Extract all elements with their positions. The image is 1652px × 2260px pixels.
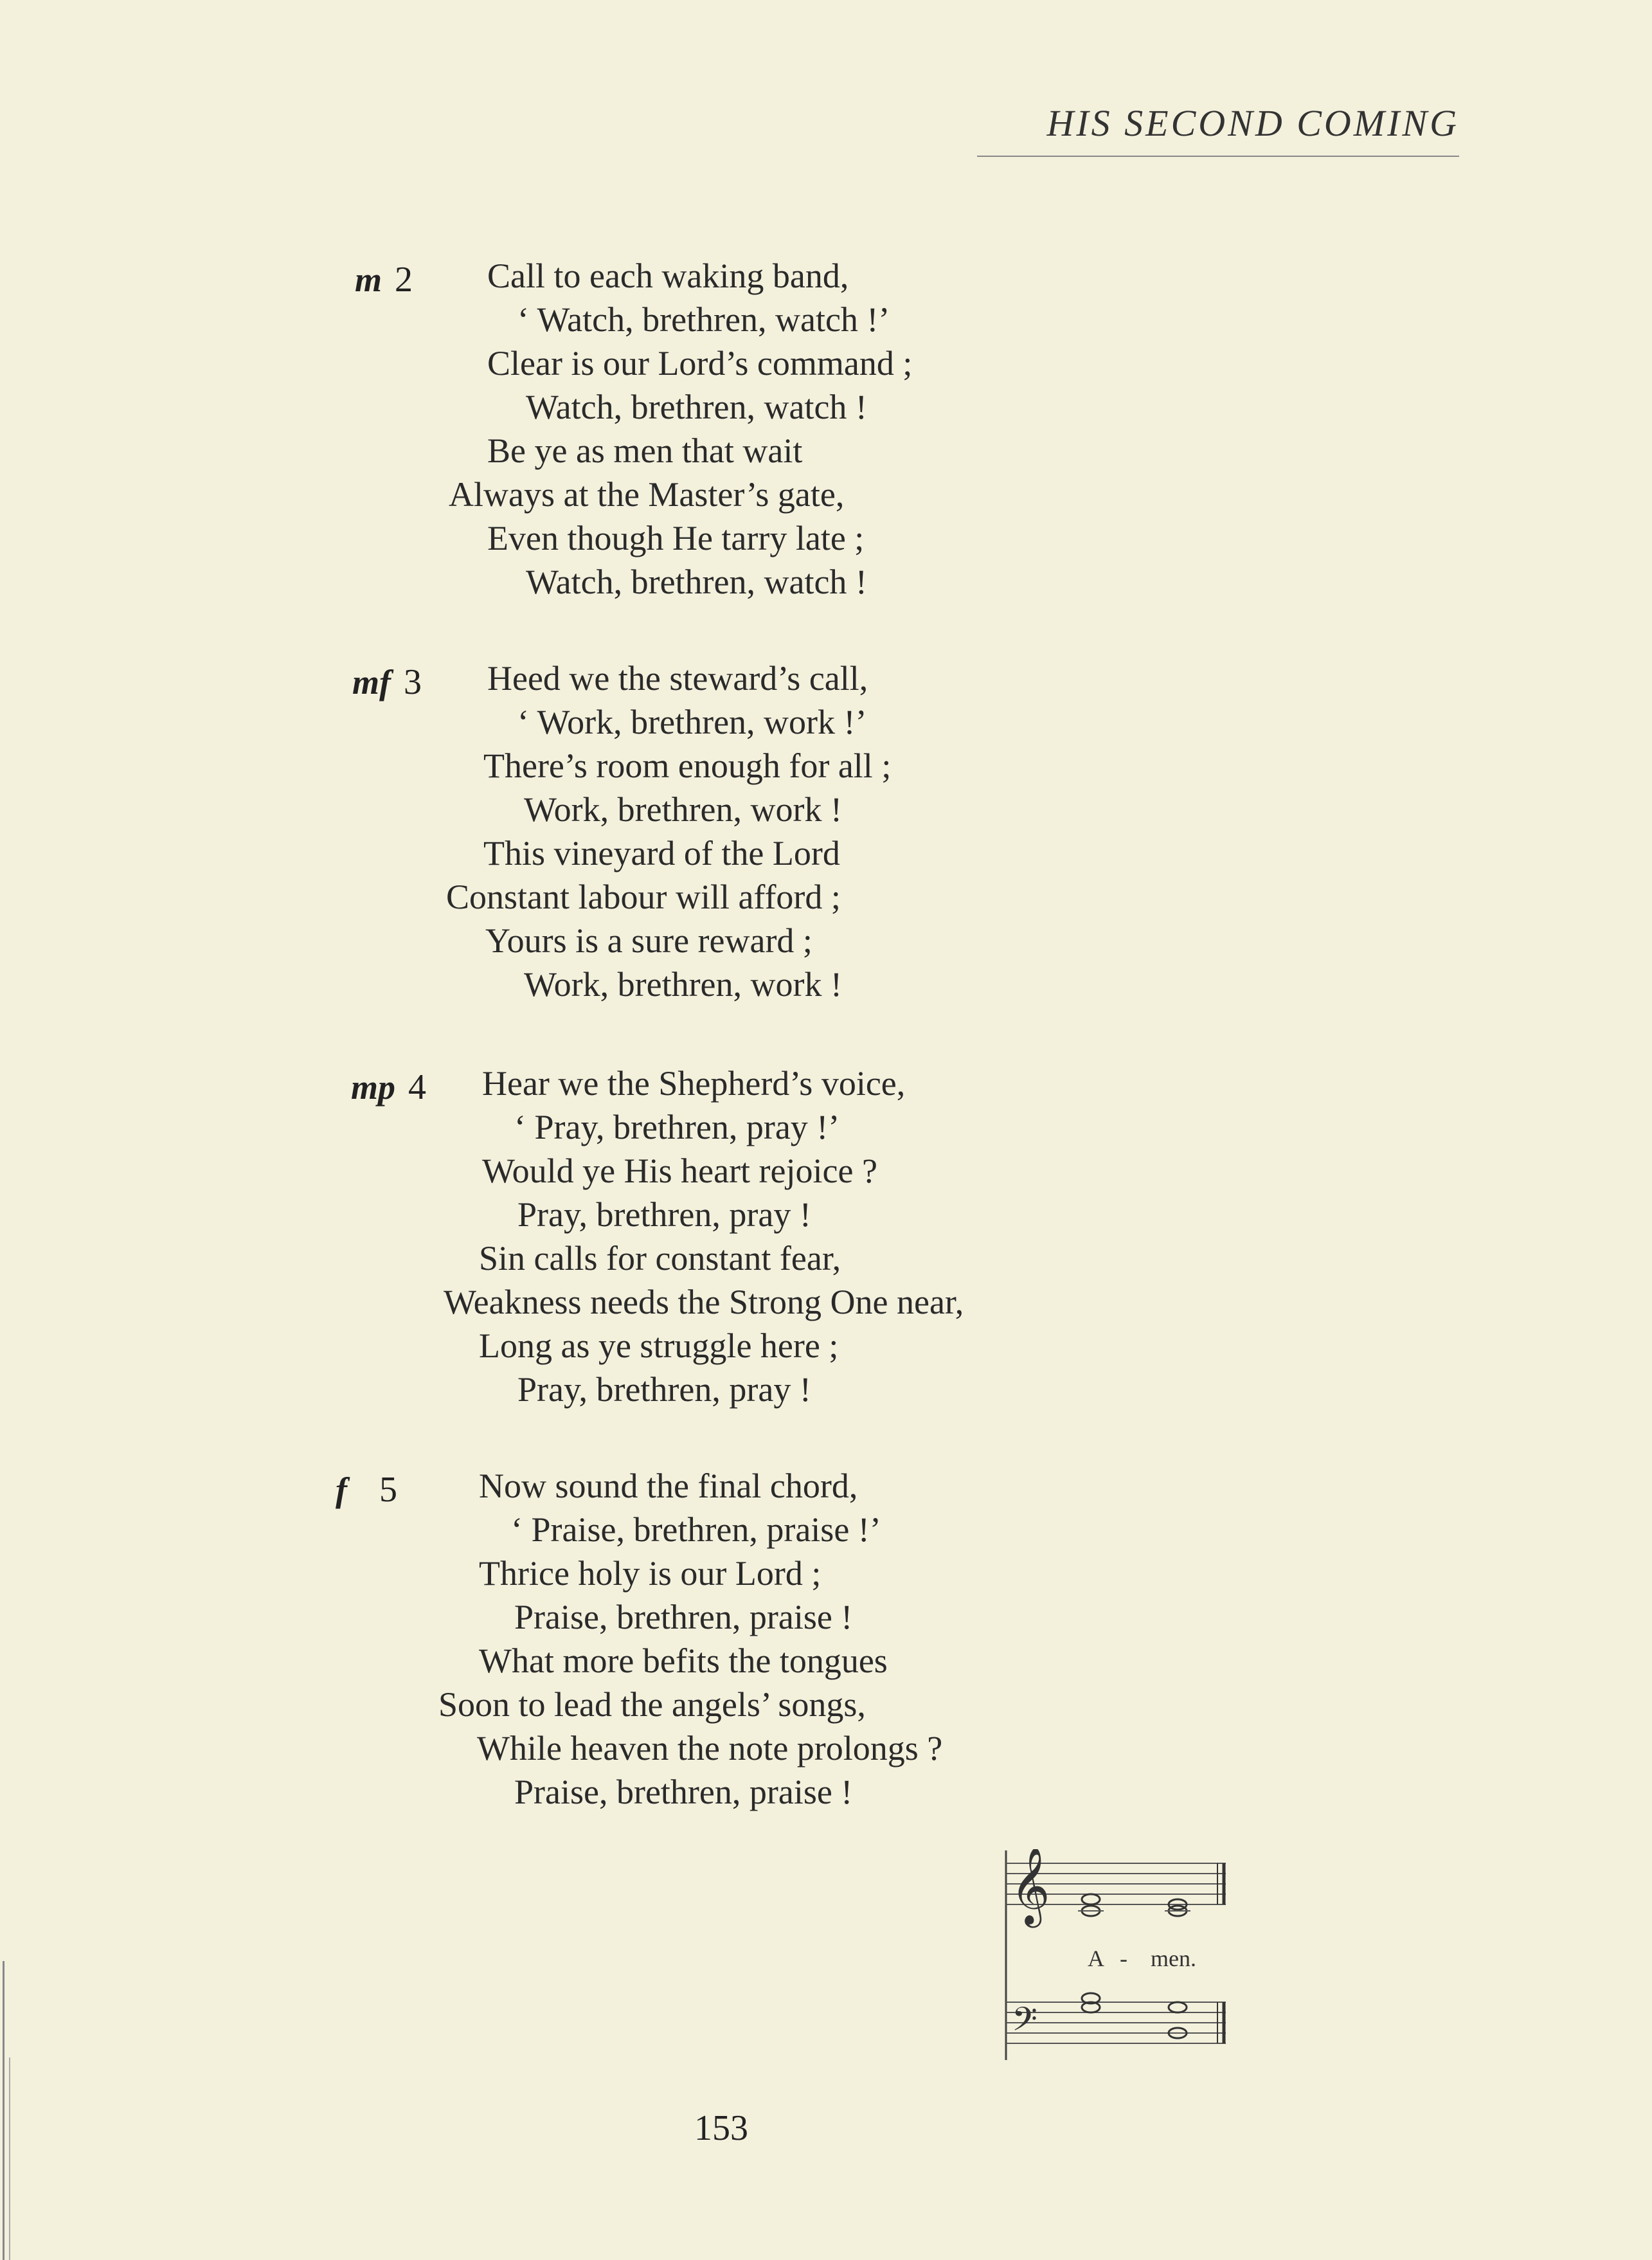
verse-line: Pray, brethren, pray ! bbox=[517, 1195, 811, 1234]
verse-line: Watch, brethren, watch ! bbox=[526, 563, 867, 601]
verse-line: Praise, brethren, praise ! bbox=[514, 1598, 853, 1636]
verse-line: Work, brethren, work ! bbox=[524, 965, 842, 1004]
verse-line: Now sound the final chord, bbox=[479, 1467, 858, 1505]
verse-line: Soon to lead the angels’ songs, bbox=[438, 1685, 866, 1724]
verse-line: Clear is our Lord’s command ; bbox=[487, 344, 913, 383]
amen-syllable-2: men. bbox=[1151, 1946, 1196, 1971]
verse-line: What more befits the tongues bbox=[479, 1641, 888, 1680]
stanza-number: 3 bbox=[404, 662, 422, 702]
bass-staff bbox=[1006, 2002, 1226, 2043]
verse-line: Pray, brethren, pray ! bbox=[517, 1370, 811, 1409]
stanza-marker bbox=[355, 257, 413, 300]
stanza-marker bbox=[336, 1467, 397, 1510]
verse-line: Yours is a sure reward ; bbox=[485, 921, 813, 960]
verse-line: This vineyard of the Lord bbox=[483, 834, 840, 872]
amen-dash: - bbox=[1120, 1946, 1127, 1971]
whole-note-icon bbox=[1169, 2002, 1187, 2012]
verse-line: While heaven the note prolongs ? bbox=[477, 1729, 943, 1767]
verse-line: Would ye His heart rejoice ? bbox=[482, 1152, 877, 1190]
verse-line: ‘ Work, brethren, work !’ bbox=[517, 703, 867, 741]
stanza-number: 4 bbox=[408, 1067, 427, 1107]
dynamic-mark: mp bbox=[351, 1068, 396, 1107]
verse-line: Long as ye struggle here ; bbox=[479, 1326, 839, 1365]
verse-line: Heed we the steward’s call, bbox=[487, 659, 868, 698]
verse-line: ‘ Watch, brethren, watch !’ bbox=[517, 300, 890, 339]
stanza-marker bbox=[351, 1065, 426, 1108]
amen-music-notation bbox=[1004, 1849, 1232, 2061]
verse-line: Work, brethren, work ! bbox=[524, 790, 842, 829]
verse-line: Weakness needs the Strong One near, bbox=[444, 1283, 964, 1321]
verse-line: Call to each waking band, bbox=[487, 257, 849, 295]
header-rule bbox=[977, 156, 1459, 157]
stanza-marker bbox=[352, 660, 422, 703]
verse-line: Watch, brethren, watch ! bbox=[526, 388, 867, 426]
running-header: HIS SECOND COMING bbox=[1046, 102, 1459, 144]
scan-edge-mark bbox=[9, 2057, 10, 2260]
verse-line: There’s room enough for all ; bbox=[483, 746, 892, 785]
verse-line: Constant labour will afford ; bbox=[446, 878, 841, 916]
verse-line: Always at the Master’s gate, bbox=[449, 475, 845, 514]
page-number: 153 bbox=[694, 2108, 748, 2148]
verse-line: Even though He tarry late ; bbox=[487, 519, 865, 557]
stanza-number: 5 bbox=[379, 1470, 397, 1510]
verse-line: Be ye as men that wait bbox=[487, 431, 803, 470]
verse-line: Thrice holy is our Lord ; bbox=[479, 1554, 822, 1593]
bass-clef-icon: 𝄢 bbox=[1012, 2000, 1037, 2047]
verse-line: ‘ Pray, brethren, pray !’ bbox=[514, 1108, 840, 1146]
stanza-number: 2 bbox=[395, 260, 413, 300]
dynamic-mark: f bbox=[336, 1470, 347, 1509]
amen-syllable-1: A bbox=[1088, 1946, 1104, 1971]
treble-clef-icon: 𝄞 bbox=[1010, 1849, 1050, 1924]
dynamic-mark: mf bbox=[352, 663, 391, 701]
verse-line: Hear we the Shepherd’s voice, bbox=[482, 1064, 906, 1103]
whole-note-icon bbox=[1082, 1894, 1100, 1904]
scan-edge-mark bbox=[3, 1961, 4, 2260]
dynamic-mark: m bbox=[355, 260, 382, 299]
verse-line: Sin calls for constant fear, bbox=[479, 1239, 841, 1278]
amen-score-svg bbox=[1004, 1849, 1232, 2061]
verse-line: Praise, brethren, praise ! bbox=[514, 1773, 853, 1811]
verse-line: ‘ Praise, brethren, praise !’ bbox=[511, 1510, 881, 1549]
